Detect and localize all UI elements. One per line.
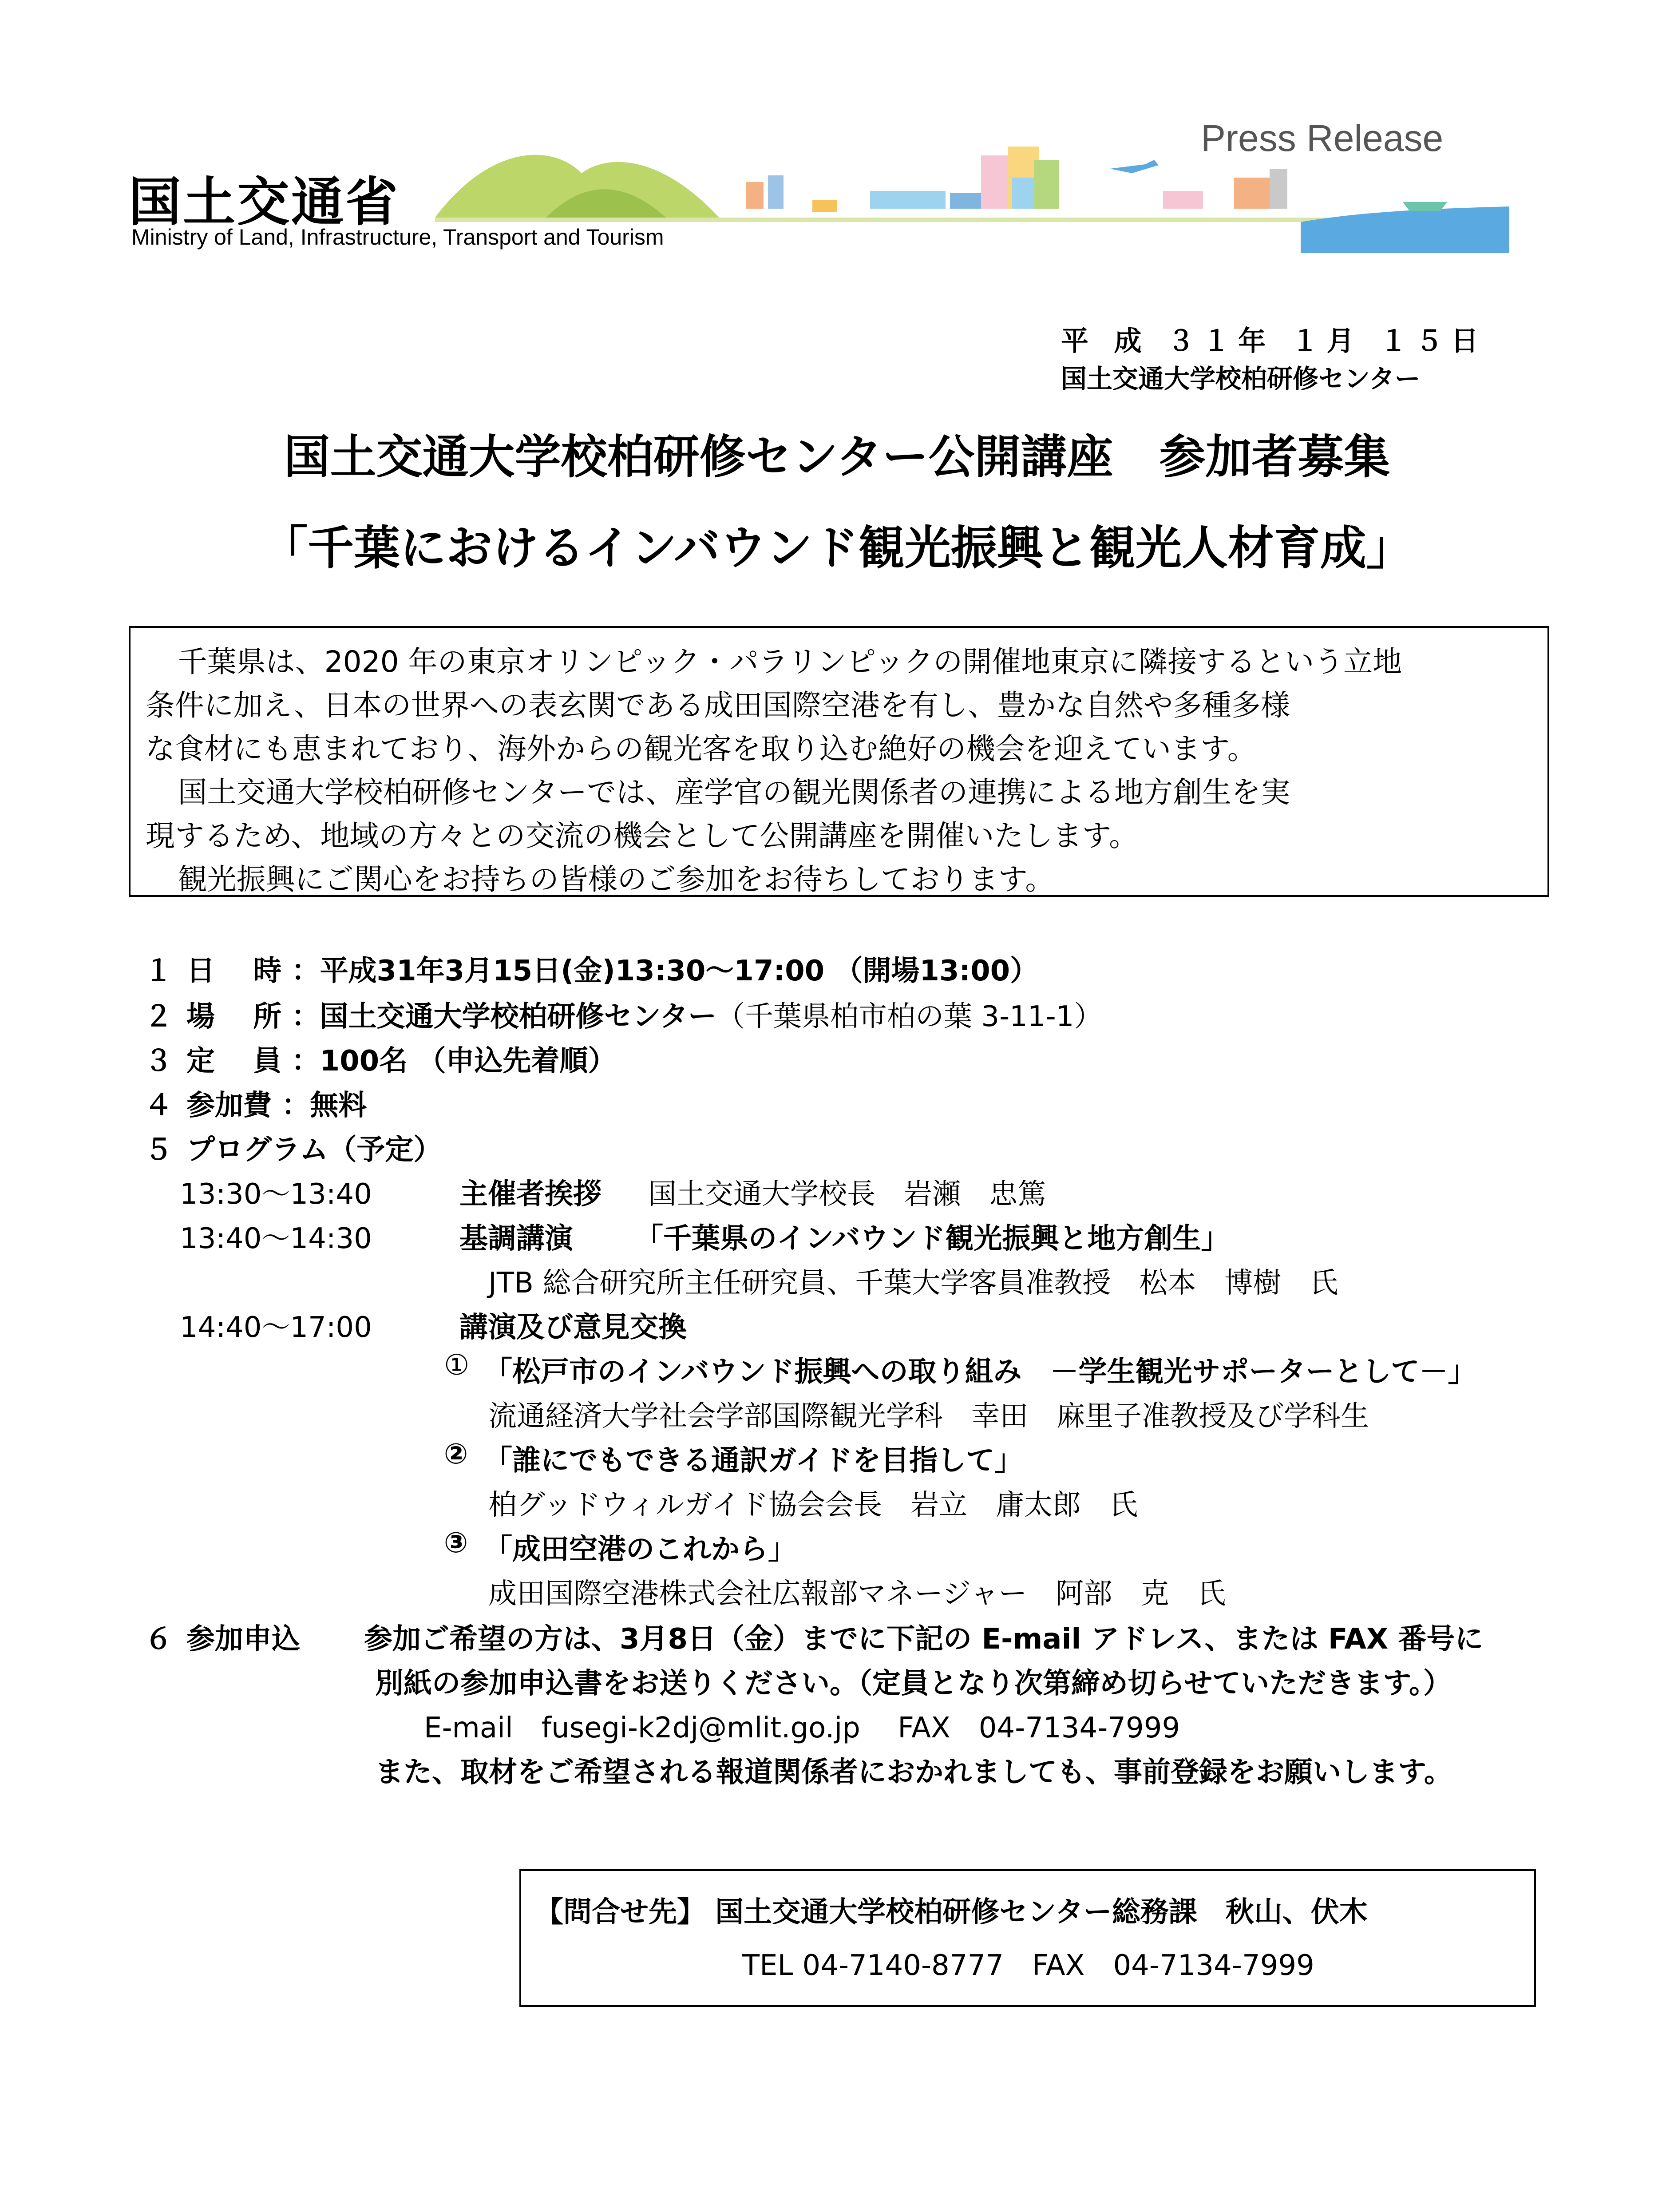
item-application <box>144 1616 300 1657</box>
bus-icon <box>1163 191 1203 209</box>
house-icon <box>768 175 784 209</box>
sea-shape <box>1301 206 1509 253</box>
item-number: ３ <box>144 1045 173 1078</box>
application-text: 参加ご希望の方は、3月8日（金）までに下記の E-mail アドレス、または FAX 番号に <box>364 1623 1484 1656</box>
intro-line: 千葉県は、2020 年の東京オリンピック・パラリンピックの開催地東京に隣接するという立地 <box>178 645 1402 679</box>
program-time: 14:40～17:00 <box>180 1311 372 1344</box>
item-value: 無料 <box>310 1089 367 1122</box>
airplane-icon <box>1110 160 1159 173</box>
item-capacity <box>144 1038 616 1079</box>
program-talk-title: 「誰にでもできる通訳ガイドを目指して」 <box>484 1444 1023 1477</box>
program-talk-title: 「千葉県のインバウンド観光振興と地方創生」 <box>635 1222 1230 1255</box>
intro-line: 条件に加え、日本の世界への表玄関である成田国際空港を有し、豊かな自然や多種多様 <box>146 688 1290 722</box>
building-icon <box>1034 160 1059 209</box>
item-label: 参加申込 <box>186 1623 300 1656</box>
program-talk-title: 「成田空港のこれから」 <box>484 1533 796 1566</box>
program-time: 13:40～14:30 <box>180 1222 372 1255</box>
building-icon <box>981 155 1008 209</box>
item-program <box>144 1127 442 1168</box>
program-person: 成田国際空港株式会社広報部マネージャー 阿部 克 氏 <box>488 1578 1226 1610</box>
item-label: 定 員 ： <box>186 1045 320 1078</box>
intro-box <box>129 626 1549 897</box>
item-label: 場 所 ： <box>186 1000 320 1033</box>
item-label: 日 時 ： <box>186 955 320 987</box>
intro-line: 観光振興にご関心をお持ちの皆様のご参加をお待ちしております。 <box>178 862 1055 896</box>
program-time: 13:30～13:40 <box>180 1178 372 1211</box>
item-value: 平成31年3月15日(金)13:30～17:00 （開場13:00） <box>320 955 1039 987</box>
press-release-label: Press Release <box>1201 117 1444 159</box>
release-date: 平 成 ３１年 １月 １５日 <box>1061 325 1487 357</box>
building-icon <box>1012 178 1034 209</box>
factory-icon <box>1234 178 1274 209</box>
inquiry-phone-fax: TEL 04-7140-8777 FAX 04-7134-7999 <box>742 1949 1314 1982</box>
program-session: 基調講演 <box>459 1222 573 1255</box>
application-contact[interactable]: E-mail fusegi-k2dj@mlit.go.jp FAX 04-7134-7999 <box>424 1712 1180 1744</box>
item-number: ４ <box>144 1089 173 1122</box>
program-session: 主催者挨拶 <box>459 1178 602 1211</box>
item-label: 参加費 ： <box>186 1089 310 1122</box>
intro-line: 国土交通大学校柏研修センターでは、産学官の観光関係者の連携による地方創生を実 <box>178 775 1290 809</box>
program-person: JTB 総合研究所主任研究員、千葉大学客員准教授 松本 博樹 氏 <box>488 1267 1338 1300</box>
application-text: また、取材をご希望される報道関係者におかれましても、事前登録をお願いします。 <box>375 1756 1452 1789</box>
ship-icon <box>1403 202 1447 211</box>
car-icon <box>812 200 837 212</box>
program-person: 国土交通大学校長 岩瀬 忠篤 <box>648 1178 1046 1211</box>
talk-number: ③ <box>444 1526 468 1559</box>
item-venue <box>144 994 1102 1035</box>
item-number: ２ <box>144 1000 173 1033</box>
house-icon <box>746 182 764 209</box>
intro-line: な食材にも恵まれており、海外からの観光客を取り込む絶好の機会を迎えています。 <box>146 732 1257 766</box>
program-person: 流通経済大学社会学部国際観光学科 幸田 麻里子准教授及び学科生 <box>488 1400 1369 1433</box>
ministry-logo-jp: 国土交通省 <box>129 171 400 233</box>
talk-number: ② <box>444 1438 468 1471</box>
page-subtitle: 「千葉におけるインバウンド観光振興と観光人材育成」 <box>261 521 1413 575</box>
item-fee <box>144 1082 367 1123</box>
intro-line: 現するため、地域の方々との交流の機会として公開講座を開催いたします。 <box>146 819 1139 853</box>
program-talk-title: 「松戸市のインバウンド振興への取り組み －学生観光サポーターとして－」 <box>484 1356 1476 1388</box>
factory-icon <box>1270 169 1287 209</box>
application-text: 別紙の参加申込書をお送りください。（定員となり次第締め切らせていただきます。） <box>375 1667 1452 1700</box>
item-value-address: （千葉県柏市柏の葉 3-11-1） <box>716 1000 1103 1033</box>
item-number: ６ <box>144 1623 173 1656</box>
item-value: 国土交通大学校柏研修センター <box>320 1000 717 1033</box>
talk-number: ① <box>444 1349 470 1382</box>
item-label: プログラム（予定） <box>186 1134 442 1166</box>
item-number: ５ <box>144 1134 173 1166</box>
program-person: 柏グッドウィルガイド協会会長 岩立 庸太郎 氏 <box>488 1489 1138 1522</box>
inquiry-contact: 【問合せ先】 国土交通大学校柏研修センター総務課 秋山、伏木 <box>535 1896 1368 1929</box>
program-session: 講演及び意見交換 <box>459 1311 687 1344</box>
ministry-logo-en: Ministry of Land, Infrastructure, Transport and Tourism <box>131 225 664 250</box>
page-title: 国土交通大学校柏研修センター公開講座 参加者募集 <box>284 430 1390 484</box>
item-value: 100名 （申込先着順） <box>320 1045 617 1078</box>
header-banner-illustration <box>435 133 1509 258</box>
issuer-name: 国土交通大学校柏研修センター <box>1061 364 1421 394</box>
item-datetime <box>144 948 1038 989</box>
train-icon <box>870 191 946 209</box>
item-number: １ <box>144 955 173 987</box>
